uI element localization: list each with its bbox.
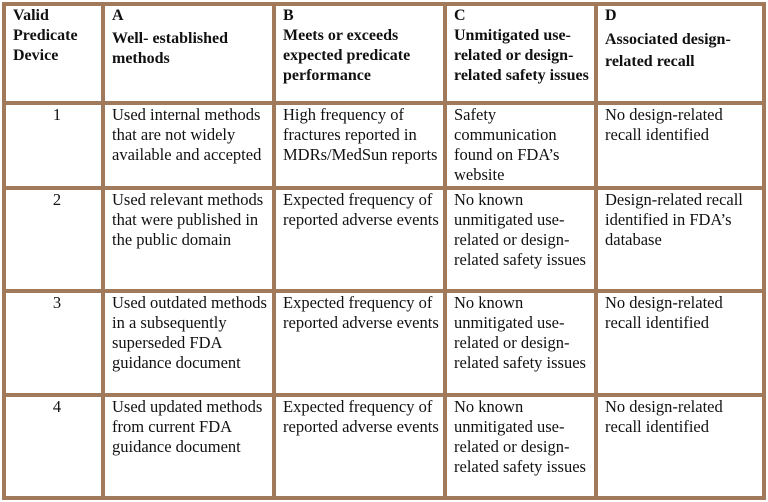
header-col-d [596, 4, 764, 103]
header-col-d-letter: D [605, 7, 617, 24]
cell-safety-issues: Safety communication found on FDA’s website [445, 103, 596, 188]
cell-recall: No design-related recall identified [596, 103, 764, 188]
cell-safety-issues: No known unmitigated use-related or design-related safety issues [445, 395, 596, 498]
device-number: 4 [4, 395, 103, 498]
header-col-c-title: Unmitigated use-related or design-related safety issues [454, 27, 589, 84]
table-row [4, 291, 764, 394]
cell-methods: Used updated methods from current FDA guidance document [103, 395, 274, 498]
cell-performance: High frequency of fractures reported in MDRs/MedSun reports [274, 103, 445, 188]
device-number: 3 [4, 291, 103, 394]
table-row [4, 395, 764, 498]
cell-methods: Used relevant methods that were published in the public domain [103, 188, 274, 291]
cell-performance: Expected frequency of reported adverse events [274, 188, 445, 291]
cell-methods: Used internal methods that are not widely available and accepted [103, 103, 274, 188]
header-col-d-title: Associated design-related recall [605, 31, 731, 70]
header-col-b [274, 4, 445, 103]
cell-performance: Expected frequency of reported adverse events [274, 395, 445, 498]
cell-recall: No design-related recall identified [596, 395, 764, 498]
header-col-a-title: Well- established methods [112, 30, 229, 67]
cell-methods: Used outdated methods in a subsequently superseded FDA guidance document [103, 291, 274, 394]
table-row [4, 188, 764, 291]
cell-safety-issues: No known unmitigated use-related or design-related safety issues [445, 291, 596, 394]
cell-performance: Expected frequency of reported adverse events [274, 291, 445, 394]
header-col-c-letter: C [454, 7, 466, 24]
header-col-b-title: Meets or exceeds expected predicate performance [283, 27, 411, 84]
cell-safety-issues: No known unmitigated use-related or design-related safety issues [445, 188, 596, 291]
table-row [4, 103, 764, 188]
header-col-a [103, 4, 274, 103]
header-col-a-letter: A [112, 7, 124, 24]
cell-recall: No design-related recall identified [596, 291, 764, 394]
device-number: 1 [4, 103, 103, 188]
header-valid-predicate-device: Valid Predicate Device [4, 4, 103, 103]
cell-recall: Design-related recall identified in FDA’s database [596, 188, 764, 291]
predicate-comparison-table [2, 2, 766, 500]
header-col-c [445, 4, 596, 103]
header-row [4, 4, 764, 103]
header-col-b-letter: B [283, 7, 294, 24]
device-number: 2 [4, 188, 103, 291]
